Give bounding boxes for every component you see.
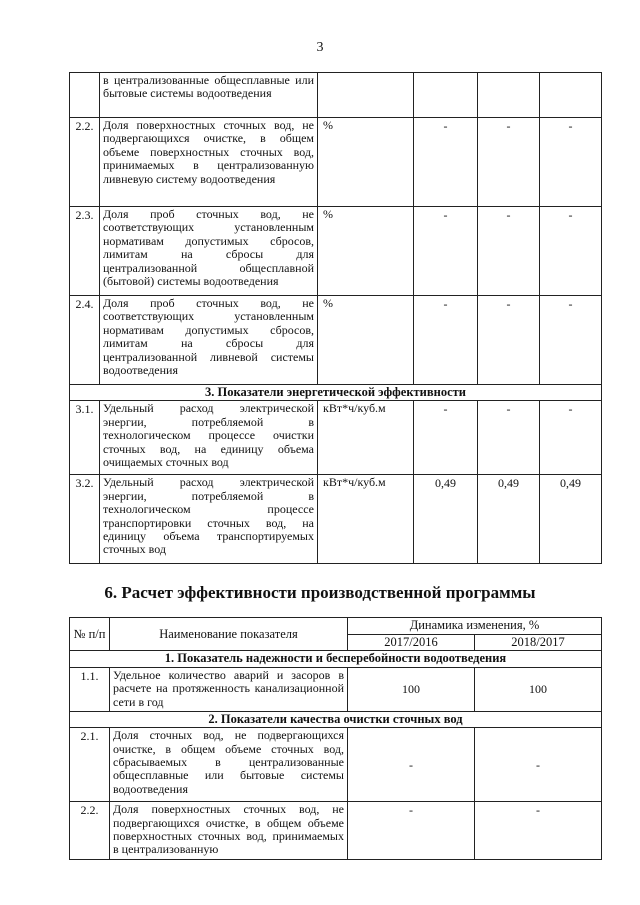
row-unit: %: [318, 118, 414, 207]
row-number: [70, 73, 100, 118]
row-description: Доля поверхностных сточных вод, не подвергающихся очистке, в общем объеме поверхностных сточных вод, принимаемых в централизованную ливневую систему водоотведения: [100, 118, 318, 207]
table-row: [70, 296, 602, 385]
section-label: 3. Показатели энергетической эффективности: [70, 385, 602, 401]
row-value-2: -: [478, 296, 540, 385]
row-description: Удельный расход электрической энергии, потребляемой в технологическом процессе очистки сточных вод, на единицу объема очищаемых сточных вод: [100, 401, 318, 475]
row-number: 2.2.: [70, 802, 110, 860]
row-number: 3.2.: [70, 475, 100, 564]
row-value-3: 0,49: [540, 475, 602, 564]
header-col1: 2017/2016: [348, 635, 475, 651]
header-name: Наименование показателя: [110, 618, 348, 651]
section-row: [70, 385, 602, 401]
row-value-2: -: [478, 207, 540, 296]
row-value-1: -: [414, 118, 478, 207]
row-number: 2.2.: [70, 118, 100, 207]
header-col2: 2018/2017: [475, 635, 602, 651]
row-value-3: -: [540, 207, 602, 296]
row-value-1: -: [414, 207, 478, 296]
table-row: [70, 728, 602, 802]
row-unit: [318, 73, 414, 118]
row-value-2: [478, 73, 540, 118]
table-row: [70, 667, 602, 711]
row-value-3: -: [540, 401, 602, 475]
header-num: № п/п: [70, 618, 110, 651]
table-row: [70, 802, 602, 860]
row-unit: %: [318, 296, 414, 385]
table-header-row: [70, 618, 602, 635]
efficiency-table: [69, 617, 602, 860]
indicators-table-continued: [69, 72, 602, 564]
row-value-1: -: [414, 401, 478, 475]
row-unit: кВт*ч/куб.м: [318, 401, 414, 475]
row-description: Доля поверхностных сточных вод, не подвергающихся очистке, в общем объеме поверхностных сточных вод, принимаемых в централизованную: [110, 802, 348, 860]
row-value-1: -: [348, 728, 475, 802]
row-number: 1.1.: [70, 667, 110, 711]
page-number: 3: [316, 40, 324, 55]
table-row: [70, 73, 602, 118]
row-description: Удельное количество аварий и засоров в расчете на протяженность канализационной сети в год: [110, 667, 348, 711]
row-value-3: -: [540, 296, 602, 385]
row-number: 2.1.: [70, 728, 110, 802]
table-row: [70, 207, 602, 296]
row-value-2: -: [478, 118, 540, 207]
table-row: [70, 118, 602, 207]
row-value-1: -: [348, 802, 475, 860]
section-row: [70, 651, 602, 667]
row-value-1: [414, 73, 478, 118]
header-dynamics: Динамика изменения, %: [348, 618, 602, 635]
row-number: 2.4.: [70, 296, 100, 385]
row-description: в централизованные общесплавные или бытовые системы водоотведения: [100, 73, 318, 118]
row-description: Доля проб сточных вод, не соответствующих установленным нормативам допустимых сбросов, лимитам на сбросы для централизованной общесплавной (бытовой) системы водоотведения: [100, 207, 318, 296]
section-row: [70, 711, 602, 727]
row-number: 2.3.: [70, 207, 100, 296]
row-value-2: 0,49: [478, 475, 540, 564]
row-number: 3.1.: [70, 401, 100, 475]
row-value-1: -: [414, 296, 478, 385]
row-description: Доля сточных вод, не подвергающихся очистке, в общем объеме сточных вод, сбрасываемых в централизованные общесплавные или бытовые системы водоотведения: [110, 728, 348, 802]
section-label: 2. Показатели качества очистки сточных вод: [70, 711, 602, 727]
row-value-1: 100: [348, 667, 475, 711]
table-row: [70, 401, 602, 475]
row-unit: %: [318, 207, 414, 296]
row-value-3: -: [540, 118, 602, 207]
row-value-2: 100: [475, 667, 602, 711]
row-value-1: 0,49: [414, 475, 478, 564]
section-label: 1. Показатель надежности и бесперебойности водоотведения: [70, 651, 602, 667]
row-unit: кВт*ч/куб.м: [318, 475, 414, 564]
row-description: Удельный расход электрической энергии, потребляемой в технологическом процессе транспортировки сточных вод, на единицу объема транспортируемых сточных вод: [100, 475, 318, 564]
table-row: [70, 475, 602, 564]
row-value-3: [540, 73, 602, 118]
row-value-2: -: [475, 802, 602, 860]
row-value-2: -: [478, 401, 540, 475]
row-description: Доля проб сточных вод, не соответствующих установленным нормативам допустимых сбросов, лимитам на сбросы для централизованной ливневой системы водоотведения: [100, 296, 318, 385]
row-value-2: -: [475, 728, 602, 802]
section-title: 6. Расчет эффективности производственной программы: [104, 583, 536, 602]
